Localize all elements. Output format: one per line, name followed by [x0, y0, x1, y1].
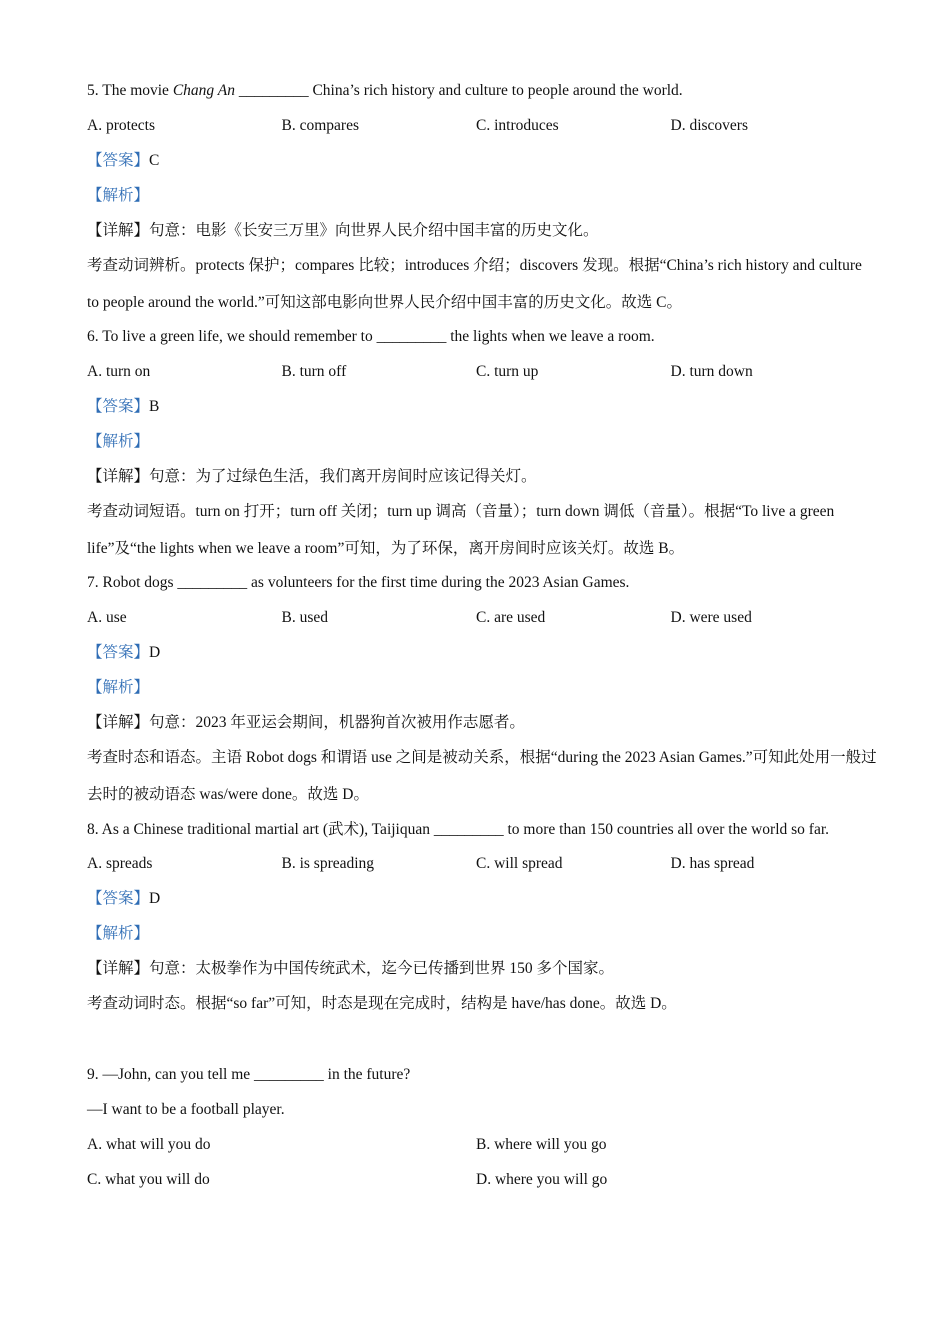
- option-a: A. spreads: [87, 855, 153, 872]
- question-stem: 8. As a Chinese traditional martial art (武术), Taijiquan _________ to more than 150 countries all over the world so far.: [87, 821, 830, 838]
- option-a: A. protects: [87, 117, 156, 134]
- options-row: [87, 854, 877, 874]
- question-7: [87, 573, 877, 813]
- option-b: B. turn off: [281, 363, 347, 380]
- options-row: [87, 116, 877, 136]
- option-d: D. discovers: [670, 117, 748, 134]
- detail-line: 【详解】句意：为了过绿色生活，我们离开房间时应该记得关灯。: [87, 468, 537, 485]
- option-c: C. what you will do: [87, 1171, 210, 1188]
- analysis-label: 【解析】: [87, 187, 150, 204]
- detail-line: 【详解】句意：电影《长安三万里》向世界人民介绍中国丰富的历史文化。: [87, 222, 599, 239]
- option-b: B. where will you go: [476, 1136, 607, 1153]
- option-d: D. were used: [670, 609, 752, 626]
- option-a: A. use: [87, 609, 127, 626]
- explanation: 考查动词短语。turn on 打开；turn off 关闭；turn up 调高（音量）；turn down 调低（音量）。根据“To live a green life”及“the lights when we leave a room”可知，为了环保，离开房间时应该关灯。故选 B。: [87, 503, 835, 557]
- options-row: [87, 362, 877, 382]
- option-c: C. introduces: [476, 117, 559, 134]
- answer-line: 【答案】C: [87, 152, 160, 169]
- options-row-1: [87, 1135, 877, 1155]
- question-stem: 6. To live a green life, we should remember to _________ the lights when we leave a room.: [87, 328, 655, 345]
- question-9: [87, 1065, 877, 1190]
- explanation: 考查动词辨析。protects 保护；compares 比较；introduces 介绍；discovers 发现。根据“China’s rich history and culture to people around the world.”可知这部电影向世界人民介绍中国丰富的历史文化。故选 C。: [87, 257, 862, 311]
- option-d: D. turn down: [670, 363, 753, 380]
- question-reply: —I want to be a football player.: [87, 1101, 285, 1118]
- option-b: B. is spreading: [281, 855, 375, 872]
- option-c: C. are used: [476, 609, 546, 626]
- analysis-label: 【解析】: [87, 433, 150, 450]
- detail-line: 【详解】句意：2023 年亚运会期间，机器狗首次被用作志愿者。: [87, 714, 525, 731]
- detail-line: 【详解】句意：太极拳作为中国传统武术，迄今已传播到世界 150 多个国家。: [87, 960, 615, 977]
- question-6: [87, 327, 877, 567]
- question-stem: 9. —John, can you tell me _________ in the future?: [87, 1066, 411, 1083]
- answer-line: 【答案】D: [87, 890, 161, 907]
- options-row-2: [87, 1170, 877, 1190]
- question-5: [87, 81, 877, 321]
- option-a: A. turn on: [87, 363, 151, 380]
- explanation: 考查动词时态。根据“so far”可知，时态是现在完成时，结构是 have/has done。故选 D。: [87, 995, 677, 1012]
- option-d: D. where you will go: [476, 1171, 608, 1188]
- question-stem: 5. The movie Chang An _________ China’s rich history and culture to people around the world.: [87, 82, 683, 99]
- explanation: 考查时态和语态。主语 Robot dogs 和谓语 use 之间是被动关系，根据“during the 2023 Asian Games.”可知此处用一般过去时的被动语态 was/were done。故选 D。: [87, 749, 877, 803]
- question-8: [87, 819, 877, 1014]
- answer-line: 【答案】B: [87, 398, 160, 415]
- option-c: C. will spread: [476, 855, 563, 872]
- question-stem: 7. Robot dogs _________ as volunteers for the first time during the 2023 Asian Games.: [87, 574, 630, 591]
- options-row: [87, 608, 877, 628]
- analysis-label: 【解析】: [87, 679, 150, 696]
- option-a: A. what will you do: [87, 1136, 211, 1153]
- analysis-label: 【解析】: [87, 925, 150, 942]
- answer-line: 【答案】D: [87, 644, 161, 661]
- option-b: B. used: [281, 609, 328, 626]
- movie-title: Chang An: [172, 82, 235, 99]
- option-d: D. has spread: [670, 855, 755, 872]
- option-c: C. turn up: [476, 363, 539, 380]
- option-b: B. compares: [281, 117, 359, 134]
